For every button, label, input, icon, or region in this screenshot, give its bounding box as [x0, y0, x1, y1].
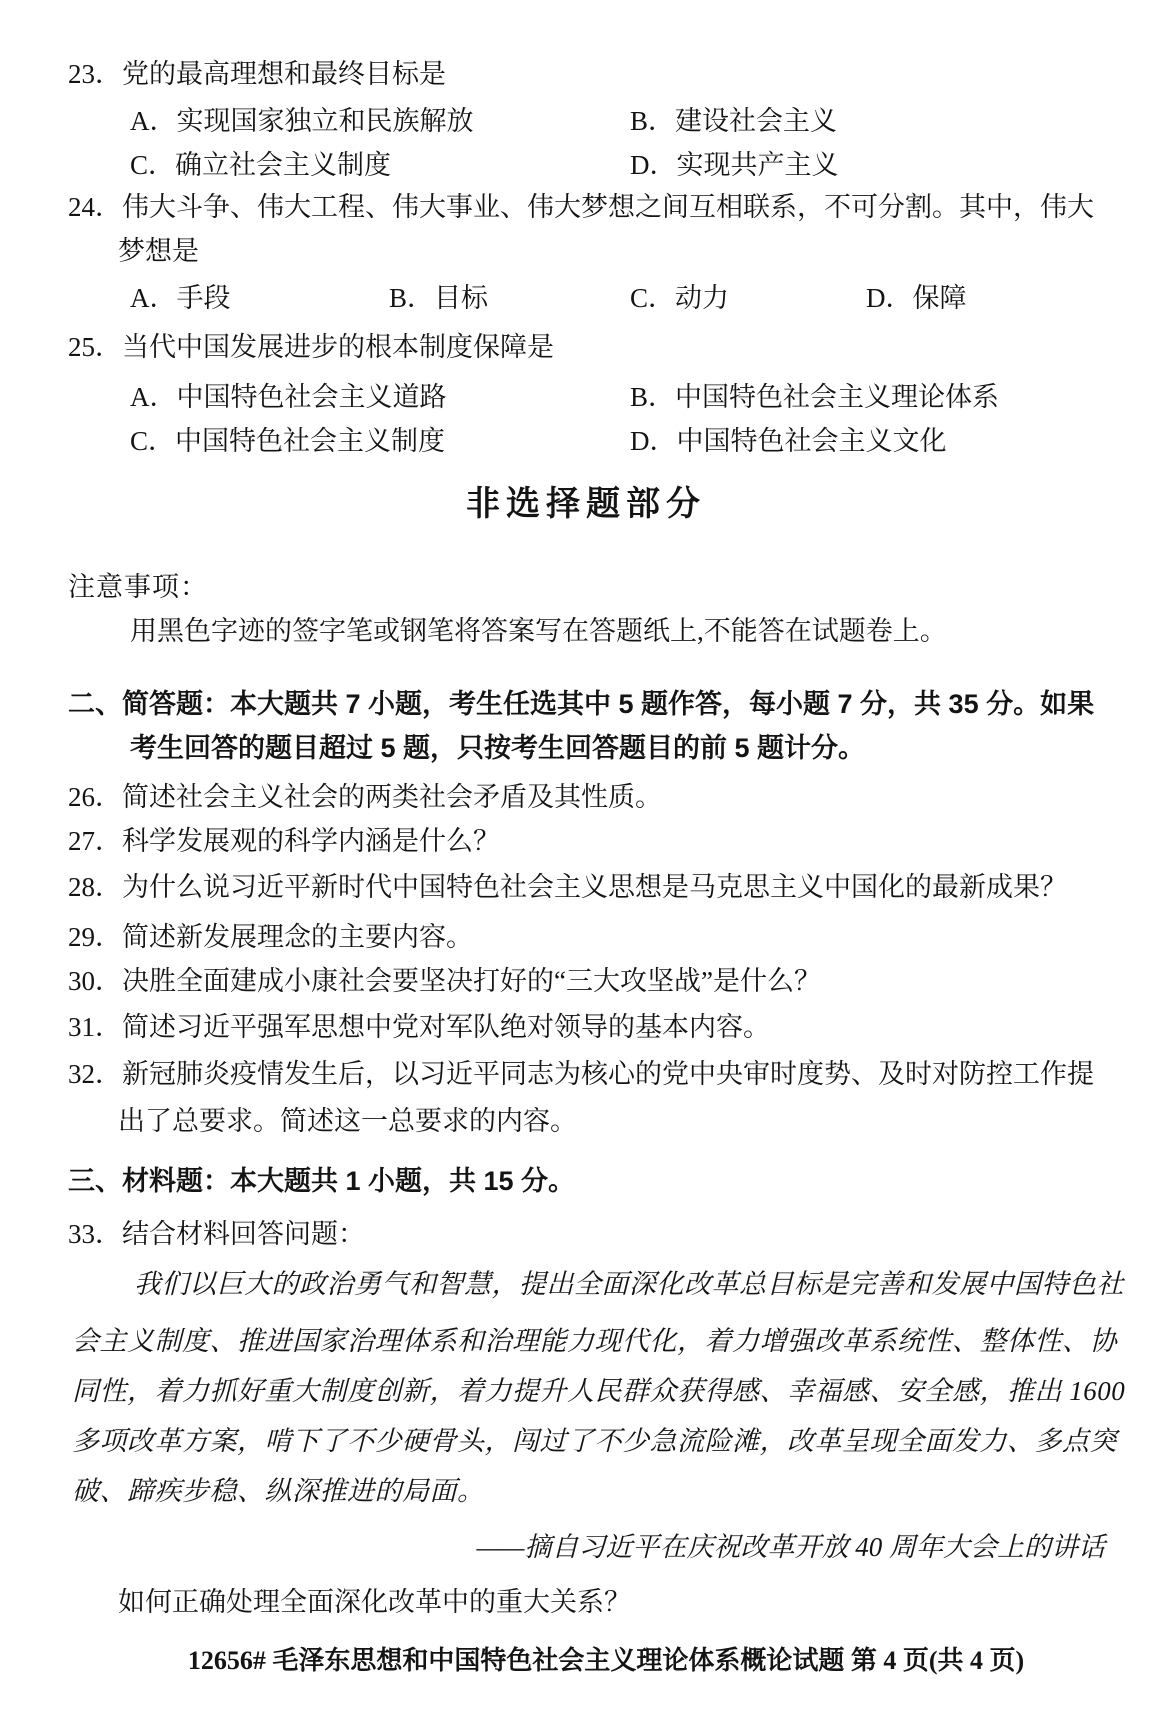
question-23-stem: 党的最高理想和最终目标是	[122, 59, 446, 89]
question-25-option-d: D．中国特色社会主义文化	[630, 426, 947, 456]
question-29-text: 简述新发展理念的主要内容。	[122, 922, 473, 952]
question-23-option-a: A．实现国家独立和民族解放	[130, 106, 474, 136]
question-23-number: 23．	[68, 59, 122, 89]
question-27-number: 27．	[68, 826, 122, 856]
question-27	[68, 824, 500, 858]
question-24-options-row	[130, 281, 967, 315]
short-answer-header-line2: 考生回答的题目超过 5 题，只按考生回答题目的前 5 题计分。	[130, 733, 866, 763]
question-29-number: 29．	[68, 922, 122, 952]
notice-title: 注意事项：	[68, 572, 208, 602]
question-25-options-row-1	[130, 380, 999, 414]
question-28-number: 28．	[68, 872, 122, 902]
question-23-option-b: B．建设社会主义	[630, 106, 838, 136]
material-line-4: 多项改革方案，啃下了不少硬骨头，闯过了不少急流险滩，改革呈现全面发力、多点突	[72, 1426, 1117, 1456]
question-25-number: 25．	[68, 332, 122, 362]
question-31-text: 简述习近平强军思想中党对军队绝对领导的基本内容。	[122, 1012, 770, 1042]
question-25-option-b: B．中国特色社会主义理论体系	[630, 382, 1000, 412]
section-heading: 非选择题部分	[466, 485, 706, 523]
question-26-text: 简述社会主义社会的两类社会矛盾及其性质。	[122, 782, 662, 812]
question-32-line1: 新冠肺炎疫情发生后，以习近平同志为核心的党中央审时度势、及时对防控工作提	[122, 1059, 1094, 1089]
question-26-number: 26．	[68, 782, 122, 812]
question-23	[68, 57, 446, 91]
question-25-option-a: A．中国特色社会主义道路	[130, 382, 447, 412]
short-answer-header-line1: 二、简答题：本大题共 7 小题，考生任选其中 5 题作答，每小题 7 分，共 35 分。如果	[68, 689, 1095, 719]
question-33-number: 33．	[68, 1219, 122, 1249]
question-27-text: 科学发展观的科学内涵是什么？	[122, 826, 500, 856]
question-29	[68, 920, 473, 954]
question-23-option-c: C．确立社会主义制度	[130, 150, 392, 180]
question-24-stem-line2: 梦想是	[118, 236, 199, 266]
question-24-stem-line1: 伟大斗争、伟大工程、伟大事业、伟大梦想之间互相联系，不可分割。其中，伟大	[122, 192, 1094, 222]
material-section-header: 三、材料题：本大题共 1 小题，共 15 分。	[68, 1166, 576, 1196]
question-25-options-row-2	[130, 424, 947, 458]
question-24-option-c: C．动力	[630, 283, 730, 313]
question-32-number: 32．	[68, 1059, 122, 1089]
material-line-3: 同性，着力抓好重大制度创新，着力提升人民群众获得感、幸福感、安全感，推出 1600	[72, 1376, 1126, 1406]
question-25-stem: 当代中国发展进步的根本制度保障是	[122, 332, 554, 362]
question-30-number: 30．	[68, 966, 122, 996]
material-line-1: 我们以巨大的政治勇气和智慧，提出全面深化改革总目标是完善和发展中国特色社	[134, 1269, 1124, 1299]
question-24	[68, 190, 1094, 224]
page-footer: 12656# 毛泽东思想和中国特色社会主义理论体系概论试题 第 4 页(共 4 页)	[187, 1646, 1025, 1675]
question-24-option-d: D．保障	[866, 283, 967, 313]
question-28	[68, 870, 1067, 904]
question-30-text: 决胜全面建成小康社会要坚决打好的“三大攻坚战”是什么？	[122, 966, 821, 996]
material-line-2: 会主义制度、推进国家治理体系和治理能力现代化，着力增强改革系统性、整体性、协	[72, 1326, 1117, 1356]
question-33-question: 如何正确处理全面深化改革中的重大关系？	[118, 1587, 631, 1617]
question-33-intro: 结合材料回答问题：	[122, 1219, 365, 1249]
question-24-number: 24．	[68, 192, 122, 222]
question-23-options-row-2	[130, 148, 839, 182]
question-32-line2: 出了总要求。简述这一总要求的内容。	[118, 1106, 577, 1136]
question-28-text: 为什么说习近平新时代中国特色社会主义思想是马克思主义中国化的最新成果？	[122, 872, 1067, 902]
question-32	[68, 1057, 1094, 1091]
question-30	[68, 964, 821, 998]
material-attribution: ——摘自习近平在庆祝改革开放 40 周年大会上的讲话	[476, 1532, 1105, 1562]
question-25	[68, 330, 554, 364]
question-24-option-b: B．目标	[389, 283, 489, 313]
material-line-5: 破、蹄疾步稳、纵深推进的局面。	[72, 1476, 485, 1506]
question-23-options-row-1	[130, 104, 837, 138]
question-24-option-a: A．手段	[130, 283, 231, 313]
question-25-option-c: C．中国特色社会主义制度	[130, 426, 446, 456]
question-31	[68, 1010, 770, 1044]
question-23-option-d: D．实现共产主义	[630, 150, 839, 180]
question-31-number: 31．	[68, 1012, 122, 1042]
question-33	[68, 1217, 365, 1251]
question-26	[68, 780, 662, 814]
notice-body: 用黑色字迹的签字笔或钢笔将答案写在答题纸上,不能答在试题卷上。	[130, 616, 947, 646]
